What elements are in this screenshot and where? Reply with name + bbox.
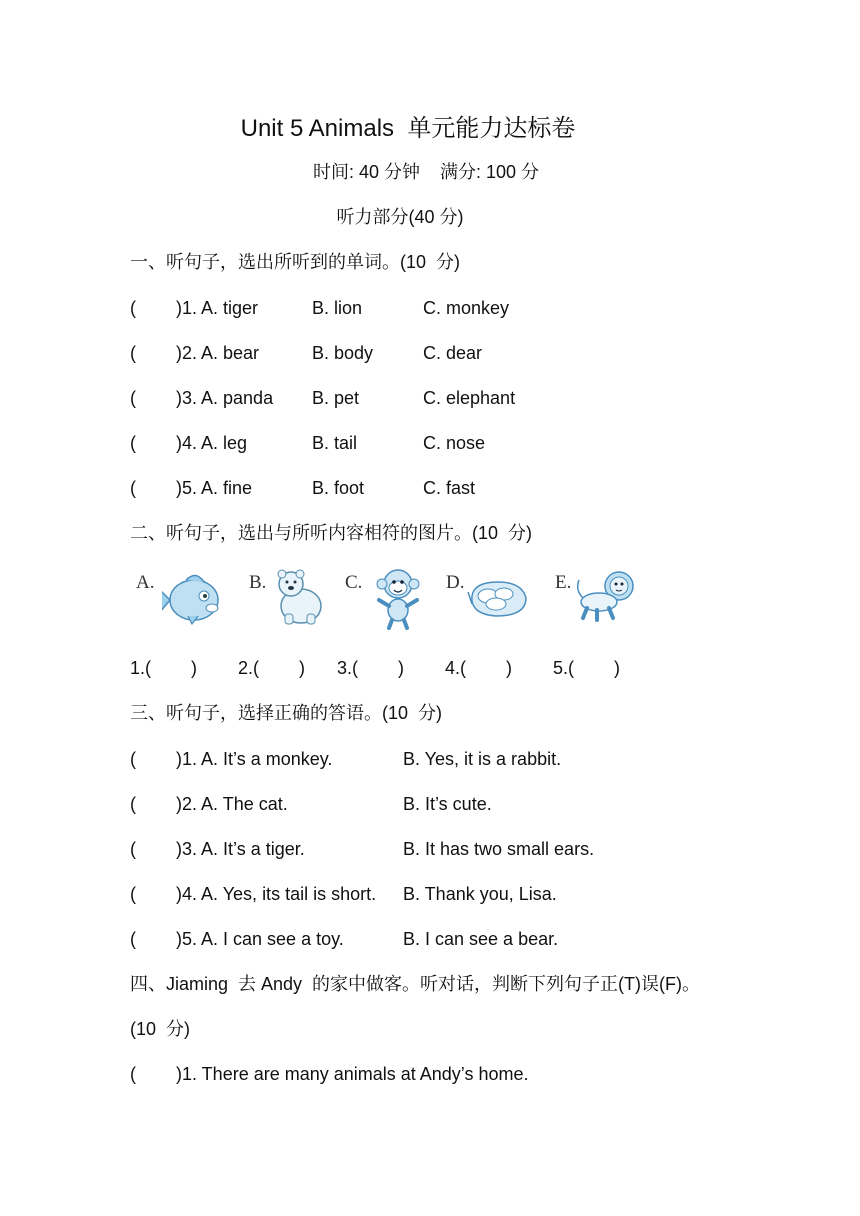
plate-of-food-icon: [466, 574, 532, 622]
question-option-b: B. lion: [312, 298, 363, 318]
picture-label: C.: [345, 572, 363, 593]
exam-info: 时间: 40 分钟 满分: 100 分: [312, 162, 540, 182]
question-option-b: B. I can see a bear.: [403, 929, 559, 949]
question-option-c: C. nose: [423, 433, 486, 453]
lion-icon: [573, 568, 637, 624]
picture-label: A.: [136, 572, 155, 593]
question-option-b: B. body: [312, 343, 374, 363]
answer-paren: (: [130, 839, 136, 859]
section-3-heading: 三、听句子，选择正确的答语。(10 分): [130, 703, 443, 723]
question-option-c: C. dear: [423, 343, 483, 363]
answer-paren: (: [130, 749, 136, 769]
question-option-a: )1. A. It’s a monkey.: [176, 749, 333, 769]
answer-paren: (: [130, 794, 136, 814]
section-2-heading: 二、听句子，选出与所听内容相符的图片。(10 分): [130, 523, 533, 543]
question-option-a: )5. A. fine: [176, 478, 253, 498]
question-option-b: B. tail: [312, 433, 358, 453]
answer-blank: 2.( ): [238, 658, 306, 678]
picture-label: D.: [446, 572, 465, 593]
answer-paren: (: [130, 884, 136, 904]
question-text: )1. There are many animals at Andy’s home.: [176, 1064, 529, 1084]
section-4-heading: 四、Jiaming 去 Andy 的家中做客。听对话，判断下列句子正(T)误(F)。: [130, 974, 701, 994]
question-option-a: )1. A. tiger: [176, 298, 259, 318]
question-option-b: B. Yes, it is a rabbit.: [403, 749, 562, 769]
part-heading: 听力部分(40 分): [336, 207, 464, 227]
answer-paren: (: [130, 929, 136, 949]
question-option-a: )3. A. It’s a tiger.: [176, 839, 305, 859]
monkey-icon: [373, 566, 423, 630]
polar-bear-icon: [271, 566, 327, 626]
question-option-b: B. It has two small ears.: [403, 839, 595, 859]
question-option-b: B. foot: [312, 478, 365, 498]
question-option-a: )3. A. panda: [176, 388, 274, 408]
picture-label: B.: [249, 572, 267, 593]
page-title: Unit 5 Animals 单元能力达标卷: [240, 115, 576, 142]
picture-label: E.: [555, 572, 572, 593]
question-option-a: )4. A. Yes, its tail is short.: [176, 884, 377, 904]
question-option-c: C. fast: [423, 478, 476, 498]
answer-blank: 1.( ): [130, 658, 198, 678]
question-option-c: C. monkey: [423, 298, 510, 318]
question-option-b: B. Thank you, Lisa.: [403, 884, 557, 904]
answer-paren: (: [130, 298, 136, 318]
answer-paren: (: [130, 388, 136, 408]
question-option-a: )4. A. leg: [176, 433, 248, 453]
section-4-score: (10 分): [130, 1019, 191, 1039]
fish-icon: [162, 568, 226, 626]
answer-blank: 3.( ): [337, 658, 405, 678]
question-option-a: )5. A. I can see a toy.: [176, 929, 344, 949]
answer-paren: (: [130, 1064, 136, 1084]
question-option-b: B. pet: [312, 388, 360, 408]
answer-paren: (: [130, 433, 136, 453]
question-option-b: B. It’s cute.: [403, 794, 492, 814]
question-option-c: C. elephant: [423, 388, 516, 408]
answer-paren: (: [130, 478, 136, 498]
answer-blank: 4.( ): [445, 658, 513, 678]
answer-paren: (: [130, 343, 136, 363]
section-1-heading: 一、听句子，选出所听到的单词。(10 分): [130, 252, 461, 272]
question-option-a: )2. A. bear: [176, 343, 260, 363]
answer-blank: 5.( ): [553, 658, 621, 678]
question-option-a: )2. A. The cat.: [176, 794, 288, 814]
